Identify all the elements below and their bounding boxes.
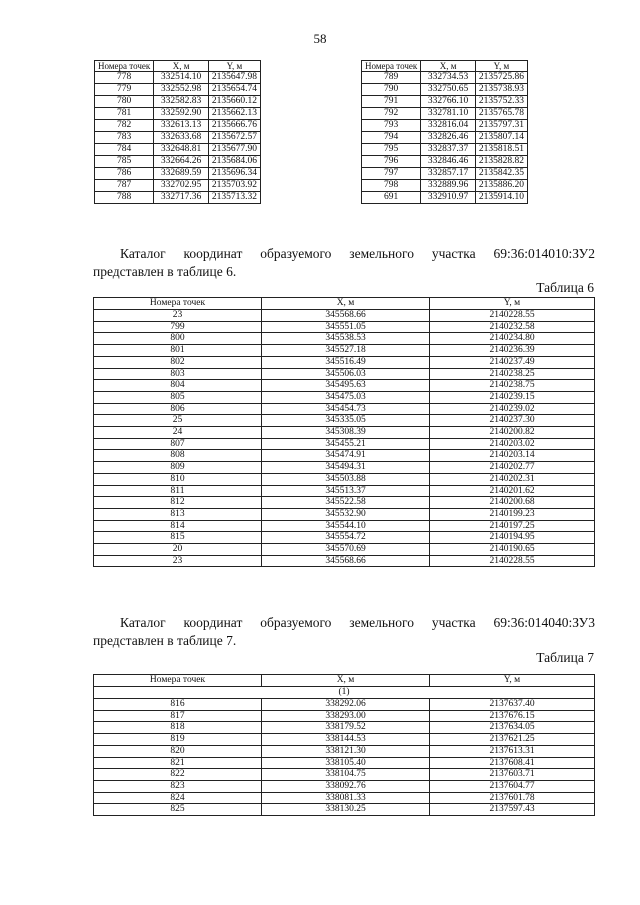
x-coordinate-cell: 332514.10 [154, 72, 209, 84]
table-row [94, 391, 595, 403]
table-row [95, 96, 261, 108]
y-coordinate-cell: 2140202.77 [430, 462, 595, 474]
table-subheader-row [94, 687, 595, 699]
x-coordinate-cell: 332837.37 [421, 144, 476, 156]
point-number-cell: 787 [95, 180, 154, 192]
y-coordinate-cell: 2140199.23 [430, 508, 595, 520]
point-number-cell: 790 [362, 84, 421, 96]
x-coordinate-cell: 345503.88 [262, 473, 430, 485]
table-row [362, 72, 528, 84]
y-coordinate-cell: 2140239.02 [430, 403, 595, 415]
y-coordinate-cell: 2137603.71 [430, 769, 595, 781]
x-coordinate-cell: 345538.53 [262, 333, 430, 345]
table-row [94, 555, 595, 567]
point-number-cell: 811 [94, 485, 262, 497]
x-coordinate-cell: 345532.90 [262, 508, 430, 520]
y-coordinate-cell: 2135696.34 [208, 168, 260, 180]
table-row [94, 380, 595, 392]
table-row [95, 84, 261, 96]
table-row [94, 427, 595, 439]
y-coordinate-cell: 2140200.68 [430, 497, 595, 509]
point-number-cell: 805 [94, 391, 262, 403]
x-coordinate-cell: 338081.33 [262, 792, 430, 804]
coords-table-left [94, 60, 261, 204]
col-header-points: Номера точек [362, 61, 421, 72]
y-coordinate-cell: 2135818.51 [475, 144, 527, 156]
y-coordinate-cell: 2140232.58 [430, 321, 595, 333]
point-number-cell: 820 [94, 745, 262, 757]
x-coordinate-cell: 345474.91 [262, 450, 430, 462]
y-coordinate-cell: 2135684.06 [208, 156, 260, 168]
table-row [94, 804, 595, 816]
point-number-cell: 818 [94, 722, 262, 734]
y-coordinate-cell: 2140197.25 [430, 520, 595, 532]
point-number-cell: 800 [94, 333, 262, 345]
x-coordinate-cell: 332766.10 [421, 96, 476, 108]
point-number-cell: 23 [94, 310, 262, 322]
x-coordinate-cell: 345570.69 [262, 544, 430, 556]
y-coordinate-cell: 2135662.13 [208, 108, 260, 120]
table-row [94, 497, 595, 509]
table-row [95, 180, 261, 192]
x-coordinate-cell: 345551.05 [262, 321, 430, 333]
y-coordinate-cell: 2140190.65 [430, 544, 595, 556]
table-header-row [95, 61, 261, 72]
point-number-cell: 20 [94, 544, 262, 556]
point-number-cell: 792 [362, 108, 421, 120]
x-coordinate-cell: 332910.97 [421, 192, 476, 204]
y-coordinate-cell: 2135842.35 [475, 168, 527, 180]
y-coordinate-cell: 2135660.12 [208, 96, 260, 108]
column-number-label: (1) [94, 687, 595, 699]
table-row [94, 415, 595, 427]
table-row [94, 321, 595, 333]
table-row [362, 168, 528, 180]
col-header-points: Номера точек [94, 298, 262, 310]
point-number-cell: 807 [94, 438, 262, 450]
point-number-cell: 796 [362, 156, 421, 168]
y-coordinate-cell: 2135752.33 [475, 96, 527, 108]
table-row [95, 132, 261, 144]
point-number-cell: 816 [94, 699, 262, 711]
table-row [362, 132, 528, 144]
x-coordinate-cell: 338179.52 [262, 722, 430, 734]
col-header-points: Номера точек [94, 675, 262, 687]
y-coordinate-cell: 2135672.57 [208, 132, 260, 144]
table-row [94, 473, 595, 485]
point-number-cell: 782 [95, 120, 154, 132]
table-row [95, 156, 261, 168]
table-row [362, 120, 528, 132]
table-row [94, 438, 595, 450]
point-number-cell: 819 [94, 734, 262, 746]
y-coordinate-cell: 2135647.98 [208, 72, 260, 84]
y-coordinate-cell: 2137604.77 [430, 780, 595, 792]
point-number-cell: 817 [94, 710, 262, 722]
point-number-cell: 821 [94, 757, 262, 769]
x-coordinate-cell: 345568.66 [262, 310, 430, 322]
y-coordinate-cell: 2135703.92 [208, 180, 260, 192]
y-coordinate-cell: 2137608.41 [430, 757, 595, 769]
point-number-cell: 809 [94, 462, 262, 474]
x-coordinate-cell: 345494.31 [262, 462, 430, 474]
y-coordinate-cell: 2137613.31 [430, 745, 595, 757]
x-coordinate-cell: 345335.05 [262, 415, 430, 427]
y-coordinate-cell: 2140202.31 [430, 473, 595, 485]
point-number-cell: 794 [362, 132, 421, 144]
x-coordinate-cell: 332734.53 [421, 72, 476, 84]
x-coordinate-cell: 332664.26 [154, 156, 209, 168]
point-number-cell: 795 [362, 144, 421, 156]
y-coordinate-cell: 2140234.80 [430, 333, 595, 345]
col-header-x: X, м [421, 61, 476, 72]
point-number-cell: 789 [362, 72, 421, 84]
x-coordinate-cell: 338293.00 [262, 710, 430, 722]
table-row [94, 699, 595, 711]
point-number-cell: 785 [95, 156, 154, 168]
x-coordinate-cell: 338104.75 [262, 769, 430, 781]
y-coordinate-cell: 2140236.39 [430, 345, 595, 357]
table-row [362, 84, 528, 96]
x-coordinate-cell: 345308.39 [262, 427, 430, 439]
table-row [94, 722, 595, 734]
x-coordinate-cell: 338121.30 [262, 745, 430, 757]
x-coordinate-cell: 332846.46 [421, 156, 476, 168]
table-row [94, 450, 595, 462]
point-number-cell: 802 [94, 356, 262, 368]
y-coordinate-cell: 2137637.40 [430, 699, 595, 711]
col-header-x: X, м [262, 675, 430, 687]
section7-paragraph-line2: представлен в таблице 7. [93, 633, 237, 648]
table-row [94, 333, 595, 345]
table-row [95, 72, 261, 84]
y-coordinate-cell: 2137597.43 [430, 804, 595, 816]
y-coordinate-cell: 2137601.78 [430, 792, 595, 804]
x-coordinate-cell: 332816.04 [421, 120, 476, 132]
x-coordinate-cell: 332857.17 [421, 168, 476, 180]
y-coordinate-cell: 2135765.78 [475, 108, 527, 120]
point-number-cell: 798 [362, 180, 421, 192]
point-number-cell: 814 [94, 520, 262, 532]
y-coordinate-cell: 2140228.55 [430, 555, 595, 567]
point-number-cell: 803 [94, 368, 262, 380]
point-number-cell: 793 [362, 120, 421, 132]
table-row [362, 96, 528, 108]
table-header-row [94, 298, 595, 310]
section7-paragraph-line1: Каталог координат образуемого земельного участка 69:36:014040:ЗУ3 [120, 615, 595, 630]
x-coordinate-cell: 332633.68 [154, 132, 209, 144]
x-coordinate-cell: 338292.06 [262, 699, 430, 711]
col-header-y: Y, м [430, 675, 595, 687]
point-number-cell: 801 [94, 345, 262, 357]
y-coordinate-cell: 2135914.10 [475, 192, 527, 204]
point-number-cell: 781 [95, 108, 154, 120]
y-coordinate-cell: 2140203.02 [430, 438, 595, 450]
y-coordinate-cell: 2140203.14 [430, 450, 595, 462]
point-number-cell: 824 [94, 792, 262, 804]
table-row [94, 310, 595, 322]
y-coordinate-cell: 2135654.74 [208, 84, 260, 96]
x-coordinate-cell: 345513.37 [262, 485, 430, 497]
x-coordinate-cell: 332592.90 [154, 108, 209, 120]
point-number-cell: 813 [94, 508, 262, 520]
table-row [95, 192, 261, 204]
x-coordinate-cell: 345554.72 [262, 532, 430, 544]
x-coordinate-cell: 332648.81 [154, 144, 209, 156]
y-coordinate-cell: 2135713.32 [208, 192, 260, 204]
col-header-points: Номера точек [95, 61, 154, 72]
point-number-cell: 791 [362, 96, 421, 108]
table-row [94, 403, 595, 415]
table-header-row [362, 61, 528, 72]
point-number-cell: 23 [94, 555, 262, 567]
section6-paragraph-line1: Каталог координат образуемого земельного участка 69:36:014010:ЗУ2 [120, 246, 595, 261]
point-number-cell: 799 [94, 321, 262, 333]
table-row [95, 108, 261, 120]
point-number-cell: 797 [362, 168, 421, 180]
col-header-y: Y, м [475, 61, 527, 72]
table-row [94, 757, 595, 769]
table-row [362, 180, 528, 192]
table7-caption: Таблица 7 [536, 650, 594, 665]
point-number-cell: 808 [94, 450, 262, 462]
x-coordinate-cell: 332750.65 [421, 84, 476, 96]
table-7 [93, 674, 595, 816]
table-row [362, 144, 528, 156]
point-number-cell: 784 [95, 144, 154, 156]
table-row [362, 156, 528, 168]
y-coordinate-cell: 2135677.90 [208, 144, 260, 156]
table-row [94, 520, 595, 532]
y-coordinate-cell: 2137621.25 [430, 734, 595, 746]
x-coordinate-cell: 332717.36 [154, 192, 209, 204]
x-coordinate-cell: 332613.13 [154, 120, 209, 132]
x-coordinate-cell: 332826.46 [421, 132, 476, 144]
point-number-cell: 786 [95, 168, 154, 180]
x-coordinate-cell: 345506.03 [262, 368, 430, 380]
coords-table-right [361, 60, 528, 204]
page-number: 58 [313, 31, 327, 46]
point-number-cell: 806 [94, 403, 262, 415]
table-row [362, 108, 528, 120]
x-coordinate-cell: 332689.59 [154, 168, 209, 180]
y-coordinate-cell: 2135666.76 [208, 120, 260, 132]
section6-paragraph-line2: представлен в таблице 6. [93, 264, 237, 279]
table6-caption: Таблица 6 [536, 280, 594, 295]
x-coordinate-cell: 345495.63 [262, 380, 430, 392]
table-row [362, 192, 528, 204]
point-number-cell: 822 [94, 769, 262, 781]
point-number-cell: 783 [95, 132, 154, 144]
y-coordinate-cell: 2135828.82 [475, 156, 527, 168]
x-coordinate-cell: 332889.96 [421, 180, 476, 192]
y-coordinate-cell: 2140237.30 [430, 415, 595, 427]
x-coordinate-cell: 345568.66 [262, 555, 430, 567]
x-coordinate-cell: 345522.58 [262, 497, 430, 509]
table-row [95, 168, 261, 180]
x-coordinate-cell: 332582.83 [154, 96, 209, 108]
x-coordinate-cell: 338144.53 [262, 734, 430, 746]
point-number-cell: 823 [94, 780, 262, 792]
y-coordinate-cell: 2135807.14 [475, 132, 527, 144]
x-coordinate-cell: 332552.98 [154, 84, 209, 96]
table-6 [93, 297, 595, 567]
x-coordinate-cell: 345544.10 [262, 520, 430, 532]
table-row [95, 144, 261, 156]
table-row [94, 485, 595, 497]
table-row [94, 544, 595, 556]
point-number-cell: 804 [94, 380, 262, 392]
table-row [94, 356, 595, 368]
point-number-cell: 780 [95, 96, 154, 108]
table-row [94, 368, 595, 380]
table-row [94, 769, 595, 781]
y-coordinate-cell: 2140194.95 [430, 532, 595, 544]
y-coordinate-cell: 2140239.15 [430, 391, 595, 403]
table-header-row [94, 675, 595, 687]
col-header-x: X, м [262, 298, 430, 310]
x-coordinate-cell: 332702.95 [154, 180, 209, 192]
point-number-cell: 815 [94, 532, 262, 544]
y-coordinate-cell: 2140238.75 [430, 380, 595, 392]
point-number-cell: 812 [94, 497, 262, 509]
col-header-y: Y, м [208, 61, 260, 72]
y-coordinate-cell: 2135738.93 [475, 84, 527, 96]
y-coordinate-cell: 2140200.82 [430, 427, 595, 439]
point-number-cell: 779 [95, 84, 154, 96]
table-row [94, 462, 595, 474]
point-number-cell: 810 [94, 473, 262, 485]
table-row [95, 120, 261, 132]
point-number-cell: 691 [362, 192, 421, 204]
point-number-cell: 825 [94, 804, 262, 816]
table-row [94, 710, 595, 722]
y-coordinate-cell: 2140201.62 [430, 485, 595, 497]
table-row [94, 780, 595, 792]
y-coordinate-cell: 2135797.31 [475, 120, 527, 132]
y-coordinate-cell: 2137634.05 [430, 722, 595, 734]
y-coordinate-cell: 2140238.25 [430, 368, 595, 380]
x-coordinate-cell: 345527.18 [262, 345, 430, 357]
x-coordinate-cell: 345516.49 [262, 356, 430, 368]
x-coordinate-cell: 338130.25 [262, 804, 430, 816]
table-row [94, 508, 595, 520]
x-coordinate-cell: 338092.76 [262, 780, 430, 792]
x-coordinate-cell: 332781.10 [421, 108, 476, 120]
table-row [94, 792, 595, 804]
col-header-y: Y, м [430, 298, 595, 310]
table-row [94, 734, 595, 746]
y-coordinate-cell: 2135725.86 [475, 72, 527, 84]
x-coordinate-cell: 345455.21 [262, 438, 430, 450]
x-coordinate-cell: 338105.40 [262, 757, 430, 769]
table-row [94, 345, 595, 357]
y-coordinate-cell: 2140228.55 [430, 310, 595, 322]
y-coordinate-cell: 2137676.15 [430, 710, 595, 722]
y-coordinate-cell: 2140237.49 [430, 356, 595, 368]
x-coordinate-cell: 345454.73 [262, 403, 430, 415]
table-row [94, 745, 595, 757]
y-coordinate-cell: 2135886.20 [475, 180, 527, 192]
point-number-cell: 788 [95, 192, 154, 204]
table-row [94, 532, 595, 544]
point-number-cell: 24 [94, 427, 262, 439]
point-number-cell: 25 [94, 415, 262, 427]
x-coordinate-cell: 345475.03 [262, 391, 430, 403]
point-number-cell: 778 [95, 72, 154, 84]
col-header-x: X, м [154, 61, 209, 72]
